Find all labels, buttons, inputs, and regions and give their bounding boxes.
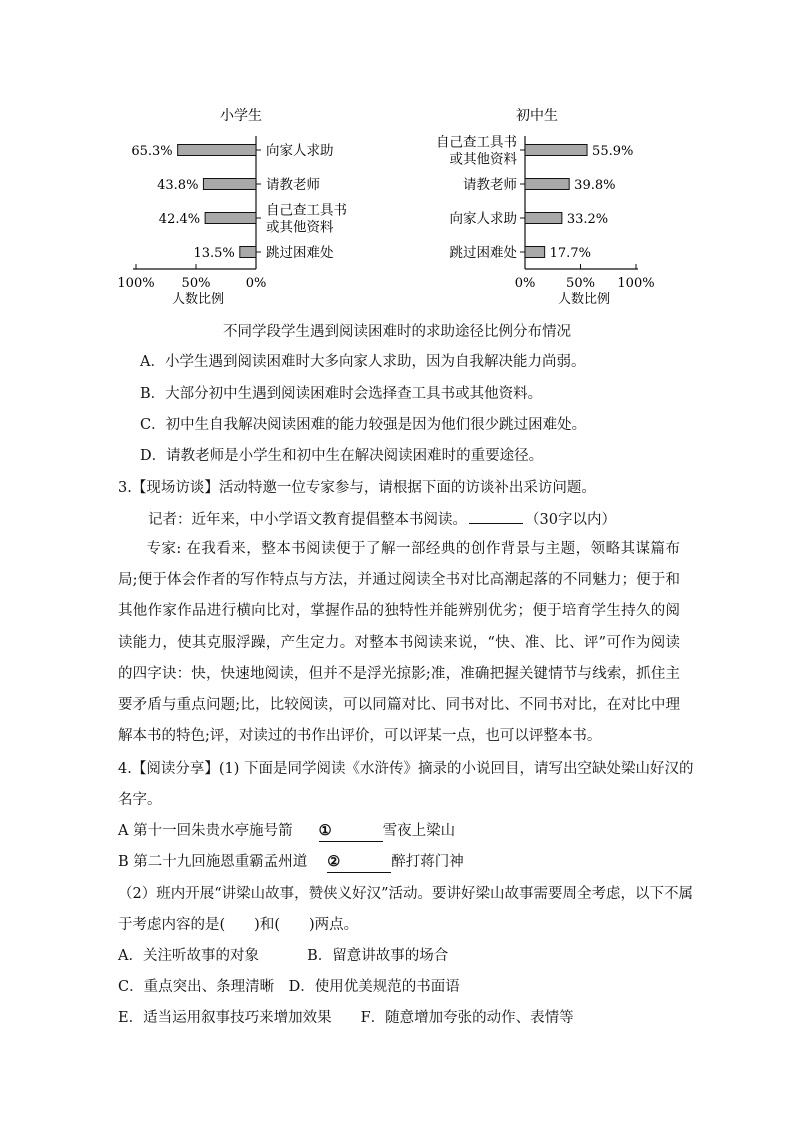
option-row-ef: E．适当运用叙事技巧来增加效果 F．随意增加夸张的动作、表情等	[118, 1010, 574, 1026]
option-c: C．初中生自我解决阅读困难的能力较强是因为他们很少跳过困难处。	[140, 417, 587, 433]
category-label: 自己查工具书或其他资料	[266, 202, 347, 236]
answer-blank[interactable]	[469, 509, 523, 524]
bar	[525, 145, 587, 156]
data-label: 43.8%	[157, 178, 199, 193]
option-row-ab: A．关注听故事的对象 B．留意讲故事的场合	[118, 948, 449, 964]
data-label: 39.8%	[574, 178, 616, 193]
question-3-heading: 3.【现场访谈】活动特邀一位专家参与，请根据下面的访谈补出采访问题。	[118, 480, 596, 496]
chart-primary-school	[117, 107, 347, 307]
data-label: 55.9%	[592, 144, 634, 159]
option-d: D．请教老师是小学生和初中生在解决阅读困难时的重要途径。	[140, 448, 544, 464]
bar	[203, 179, 256, 190]
bar	[525, 179, 569, 190]
data-label: 13.5%	[193, 246, 235, 261]
data-label: 33.2%	[566, 212, 609, 227]
category-label: 自己查工具书或其他资料	[436, 134, 517, 168]
chart-junior-school	[436, 107, 655, 307]
x-tick-label: 0%	[514, 276, 536, 291]
bar	[525, 213, 562, 224]
option-a: A．小学生遇到阅读困难时大多向家人求助，因为自我解决能力尚弱。	[140, 354, 586, 370]
data-label: 17.7%	[549, 246, 591, 261]
x-tick-label: 100%	[617, 276, 655, 291]
data-label: 42.4%	[158, 212, 201, 227]
bar	[240, 247, 256, 258]
answer-blank-1[interactable]: ①	[319, 821, 383, 842]
sub-question-2: （2）班内开展“讲梁山故事，赞侠义好汉”活动。要讲好梁山故事需要周全考虑，以下不属	[118, 886, 694, 902]
chart-title: 小学生	[220, 108, 262, 124]
category-label: 跳过困难处	[266, 245, 334, 261]
category-label: 向家人求助	[449, 211, 517, 227]
x-tick-label: 50%	[181, 276, 211, 291]
question-4-heading: 4.【阅读分享】(1) 下面是同学阅读《水浒传》摘录的小说回目，请写出空缺处梁山好汉的	[118, 761, 694, 777]
x-axis-label: 人数比例	[171, 292, 225, 307]
bar	[525, 247, 545, 258]
category-label: 请教老师	[463, 177, 517, 193]
reporter-line	[148, 509, 708, 530]
reporter-text: 记者：近年来，中小学语文教育提倡整本书阅读。	[148, 512, 467, 528]
chapter-item-a: A 第十一回朱贵水亭施号箭 ① 雪夜上梁山	[118, 821, 678, 842]
category-label: 请教老师	[266, 177, 320, 193]
x-tick-label: 0%	[245, 276, 267, 291]
option-row-cd: C．重点突出、条理清晰 D．使用优美规范的书面语	[118, 979, 460, 995]
bar	[178, 145, 256, 156]
sub-question-2-cont: 于考虑内容的是( )和( )两点。	[118, 917, 359, 933]
chart-caption: 不同学段学生遇到阅读困难时的求助途径比例分布情况	[223, 324, 571, 340]
option-b: B．大部分初中生遇到阅读困难时会选择查工具书或其他资料。	[140, 386, 543, 402]
question-4-heading-cont: 名字。	[118, 792, 162, 808]
expert-text: 专家: 在我看来，整本书阅读便于了解一部经典的创作背景与主题，领略其谋篇布局;便于体会作者的写作特点与方法，并通过阅读全书对比高潮起落的不同魅力；便于和其他作家作品进行横向比对，掌握作品的独特性并能辨别优劣；便于培育学生持久的阅读能力，使其克服浮躁，产生定力。对整本书阅读来说，“快、准、比、评”可作为阅读的四字诀：快，快速地阅读，但并不是浮光掠影;准，准确把握关键情节与线索，抓住主要矛盾与重点问题;比，比较阅读，可以同篇对比、同书对比、不同书对比，在对比中理解本书的特色;评，对读过的书作出评价，可以评某一点，也可以评整本书。	[118, 541, 680, 745]
answer-blank-2[interactable]: ②	[327, 852, 391, 873]
x-axis-label: 人数比例	[557, 292, 611, 307]
bar	[205, 213, 256, 224]
chart-title: 初中生	[516, 108, 558, 124]
category-label: 跳过困难处	[449, 245, 517, 261]
x-tick-label: 50%	[566, 276, 595, 291]
category-label: 向家人求助	[266, 143, 334, 159]
reporter-limit: （30字以内）	[525, 512, 616, 528]
x-tick-label: 100%	[117, 276, 155, 291]
chapter-item-b: B 第二十九回施恩重霸孟州道 ② 醉打蒋门神	[118, 852, 678, 873]
data-label: 65.3%	[131, 144, 173, 159]
charts-figure	[0, 0, 794, 320]
expert-paragraph	[118, 534, 680, 752]
